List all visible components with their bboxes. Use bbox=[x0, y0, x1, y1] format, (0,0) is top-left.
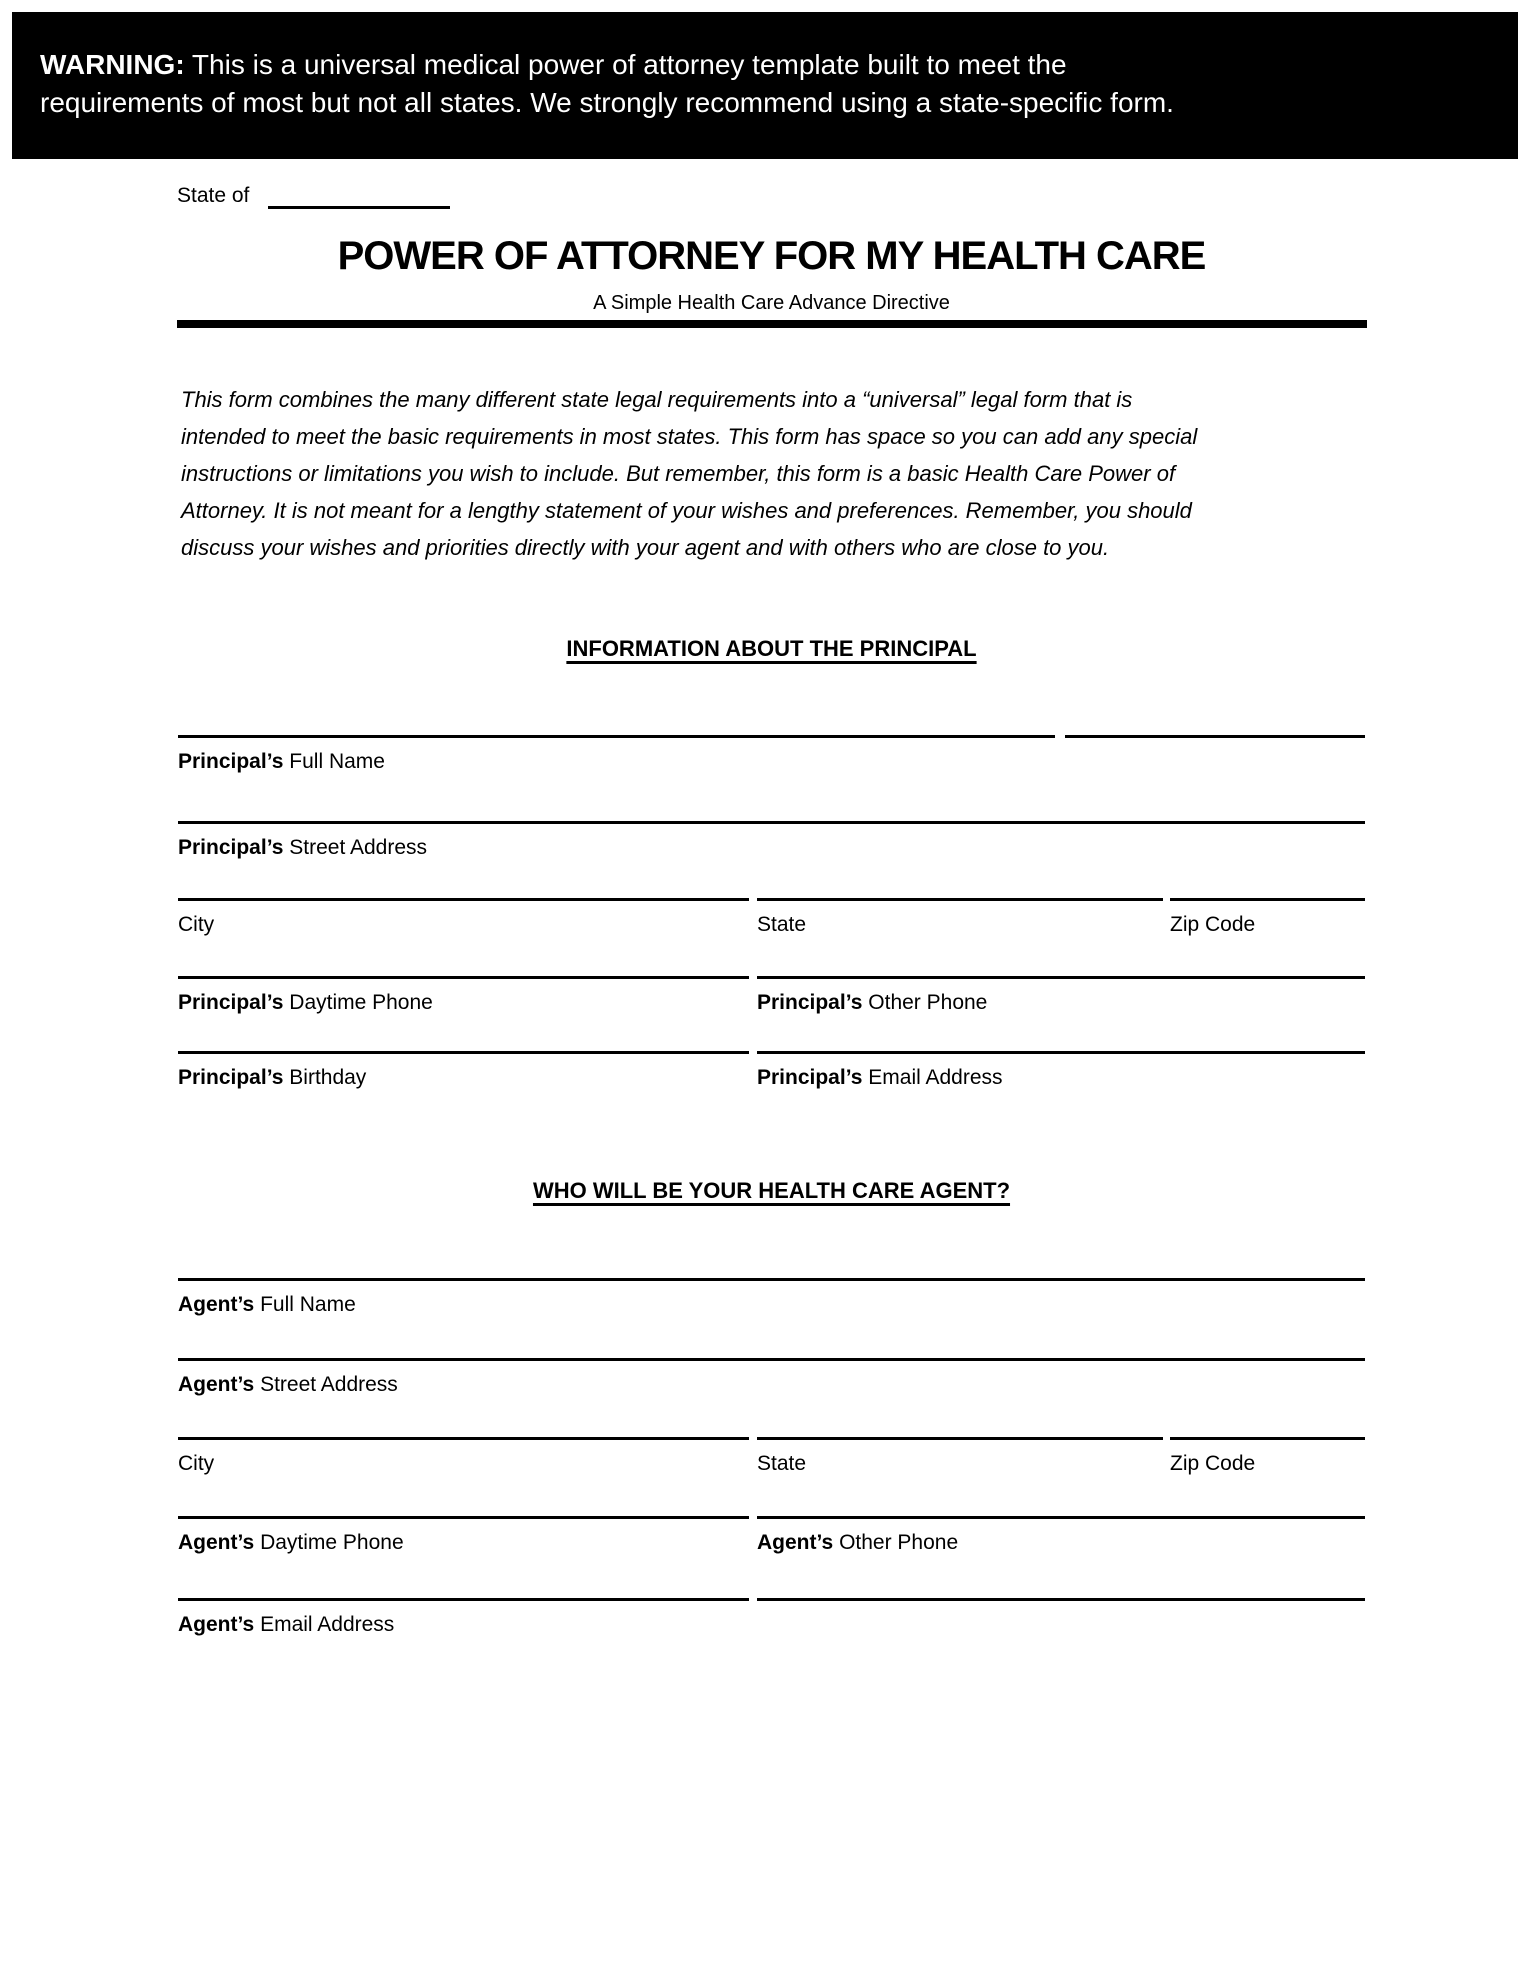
warning-line-1 bbox=[40, 46, 1488, 84]
field-blank-unlabeled bbox=[757, 1598, 1365, 1601]
intro-paragraph bbox=[181, 381, 1371, 566]
intro-line: discuss your wishes and priorities directly with your agent and with others who are close to you. bbox=[181, 535, 1110, 560]
label-bold-prefix: Principal’s bbox=[178, 991, 284, 1014]
field-blank-agent-other-phone bbox=[757, 1516, 1365, 1556]
label-rest: Email Address bbox=[862, 1066, 1003, 1089]
label-bold-prefix: Principal’s bbox=[757, 991, 863, 1014]
state-of-blank bbox=[268, 206, 450, 209]
label-rest: Full Name bbox=[283, 750, 385, 773]
field-label-principal-email bbox=[757, 1065, 1365, 1091]
field-label-principal-street-address bbox=[178, 835, 1365, 861]
field-blank-principal-zip bbox=[1170, 898, 1365, 938]
intro-line: Attorney. It is not meant for a lengthy statement of your wishes and preferences. Remember, you should bbox=[181, 498, 1192, 523]
field-label-agent-zip: Zip Code bbox=[1170, 1452, 1256, 1475]
intro-line: instructions or limitations you wish to include. But remember, this form is a basic Health Care Power of bbox=[181, 461, 1176, 486]
label-rest: Street Address bbox=[254, 1373, 398, 1396]
label-bold-prefix: Agent’s bbox=[178, 1613, 255, 1636]
field-blank-agent-zip bbox=[1170, 1437, 1365, 1477]
document-subtitle: A Simple Health Care Advance Directive bbox=[593, 292, 950, 314]
field-label-agent-other-phone bbox=[757, 1530, 1365, 1556]
label-rest: Email Address bbox=[254, 1613, 395, 1636]
label-bold-prefix: Agent’s bbox=[178, 1373, 255, 1396]
label-bold-prefix: Principal’s bbox=[178, 836, 284, 859]
label-rest: Full Name bbox=[254, 1293, 356, 1316]
field-blank-principal-other-phone bbox=[757, 976, 1365, 1016]
field-label-principal-daytime-phone bbox=[178, 990, 749, 1016]
field-blank-principal-daytime-phone bbox=[178, 976, 749, 1016]
field-blank-principal-birthday bbox=[178, 1051, 749, 1091]
field-label-agent-full-name bbox=[178, 1292, 1365, 1318]
field-blank-principal-full-name bbox=[178, 735, 1055, 775]
warning-line-1-text: This is a universal medical power of attorney template built to meet the bbox=[184, 49, 1067, 80]
field-blank-agent-full-name bbox=[178, 1278, 1365, 1318]
field-label-agent-daytime-phone bbox=[178, 1530, 749, 1556]
label-rest: Daytime Phone bbox=[283, 991, 433, 1014]
field-label-principal-zip: Zip Code bbox=[1170, 913, 1256, 936]
label-bold-prefix: Agent’s bbox=[178, 1293, 255, 1316]
label-bold-prefix: Principal’s bbox=[757, 1066, 863, 1089]
label-rest: Street Address bbox=[283, 836, 428, 859]
field-blank-agent-state bbox=[757, 1437, 1163, 1477]
label-rest: Birthday bbox=[283, 1066, 367, 1089]
field-blank-principal-email bbox=[757, 1051, 1365, 1091]
field-blank-agent-email bbox=[178, 1598, 749, 1638]
field-label-principal-city: City bbox=[178, 913, 215, 936]
label-rest: Other Phone bbox=[833, 1531, 959, 1554]
field-label-agent-city: City bbox=[178, 1452, 215, 1475]
warning-prefix: WARNING: bbox=[40, 49, 185, 80]
label-rest: Daytime Phone bbox=[254, 1531, 404, 1554]
label-rest: Other Phone bbox=[862, 991, 988, 1014]
field-label-agent-email bbox=[178, 1612, 749, 1638]
field-blank-unlabeled bbox=[1065, 735, 1365, 738]
field-blank-principal-city bbox=[178, 898, 749, 938]
field-label-agent-state: State bbox=[757, 1452, 807, 1475]
field-label-principal-full-name bbox=[178, 749, 1055, 775]
label-bold-prefix: Agent’s bbox=[757, 1531, 834, 1554]
label-bold-prefix: Principal’s bbox=[178, 1066, 284, 1089]
section-heading-agent: WHO WILL BE YOUR HEALTH CARE AGENT? bbox=[532, 1178, 1011, 1203]
field-blank-agent-city bbox=[178, 1437, 749, 1477]
warning-line-2: requirements of most but not all states. We strongly recommend using a state-specific form. bbox=[40, 87, 1174, 118]
field-blank-principal-state bbox=[757, 898, 1163, 938]
field-blank-agent-street-address bbox=[178, 1358, 1365, 1398]
title-divider bbox=[177, 320, 1367, 328]
field-label-principal-state: State bbox=[757, 913, 807, 936]
field-label-agent-street-address bbox=[178, 1372, 1365, 1398]
field-blank-principal-street-address bbox=[178, 821, 1365, 861]
label-bold-prefix: Principal’s bbox=[178, 750, 284, 773]
label-bold-prefix: Agent’s bbox=[178, 1531, 255, 1554]
intro-line: This form combines the many different state legal requirements into a “universal” legal form that is bbox=[181, 387, 1133, 412]
intro-line: intended to meet the basic requirements in most states. This form has space so you can add any special bbox=[181, 424, 1198, 449]
state-of-label: State of bbox=[177, 184, 250, 207]
section-heading-principal: INFORMATION ABOUT THE PRINCIPAL bbox=[566, 636, 977, 661]
field-label-principal-other-phone bbox=[757, 990, 1365, 1016]
field-label-principal-birthday bbox=[178, 1065, 749, 1091]
document-title: POWER OF ATTORNEY FOR MY HEALTH CARE bbox=[337, 234, 1206, 278]
field-blank-agent-daytime-phone bbox=[178, 1516, 749, 1556]
warning-banner bbox=[12, 12, 1518, 159]
